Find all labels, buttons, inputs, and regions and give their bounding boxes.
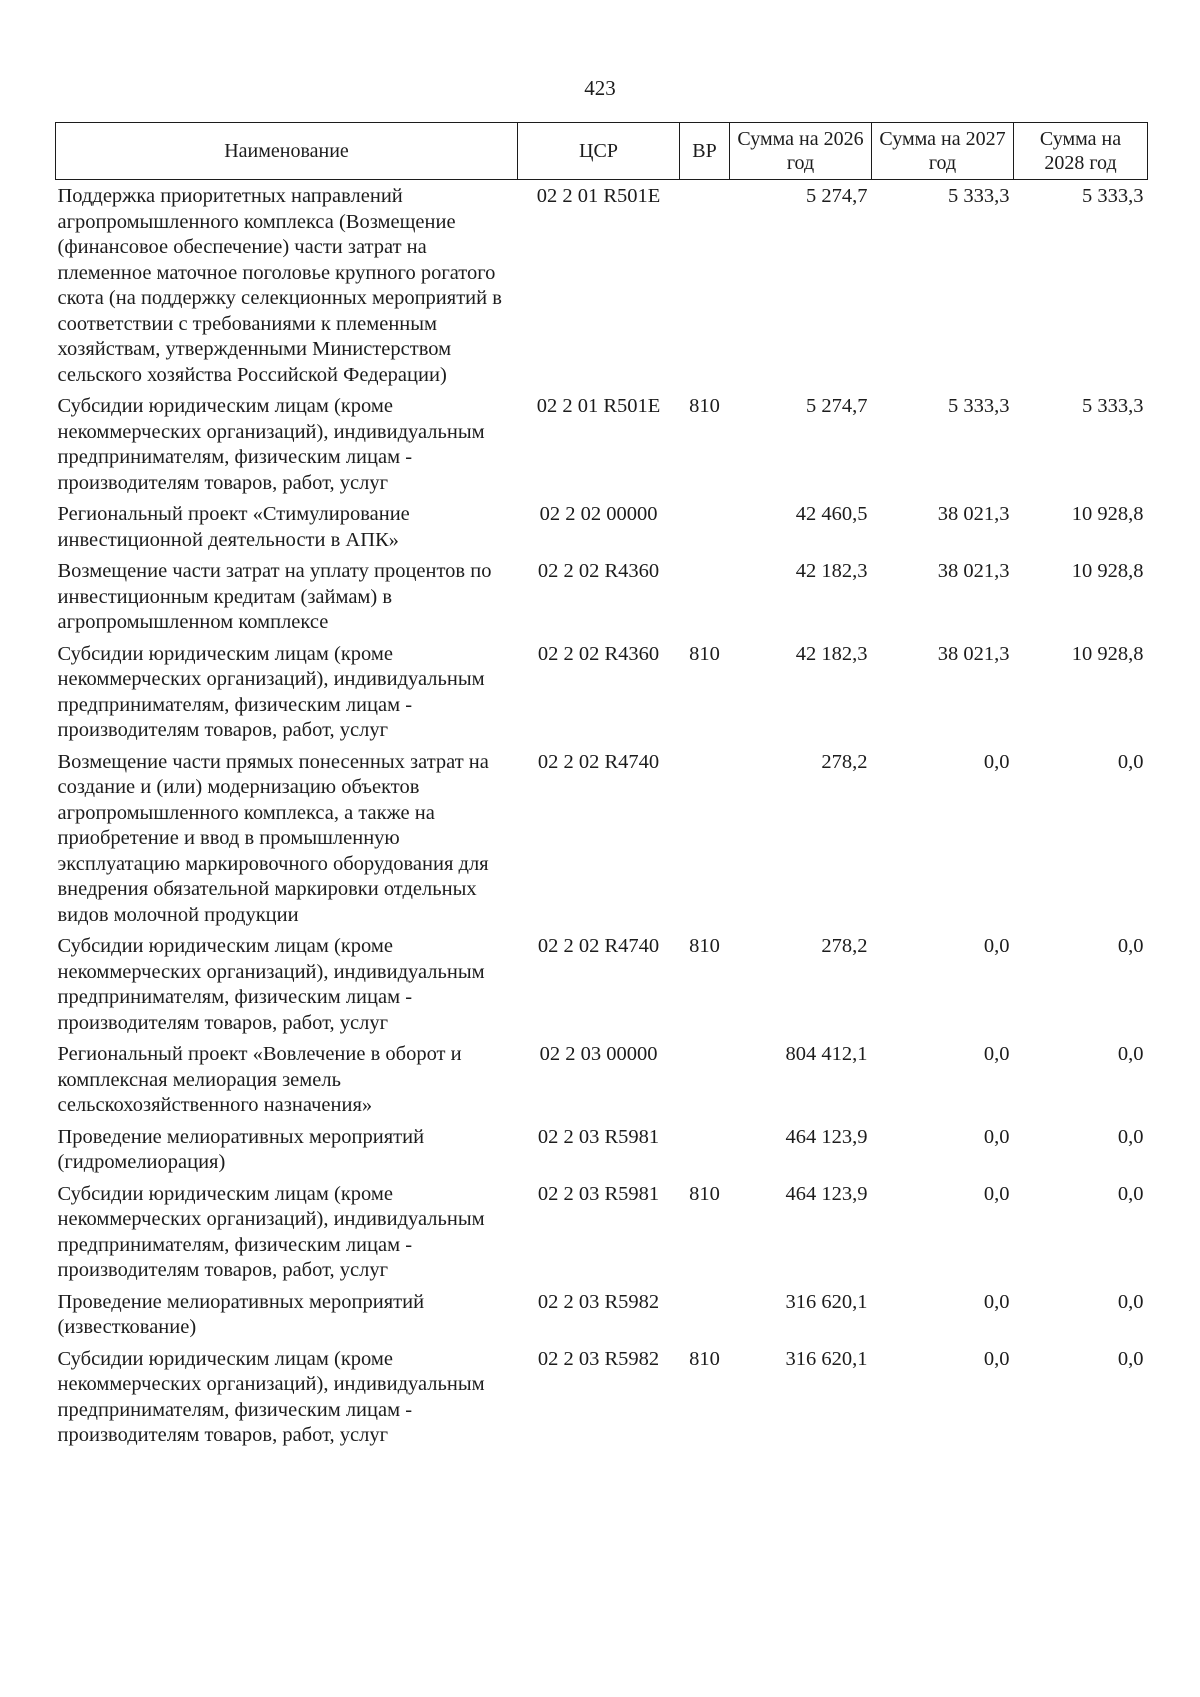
- budget-table: [55, 122, 1148, 1455]
- row-sum-2028: 0,0: [1117, 935, 1144, 957]
- row-vr: 810: [689, 642, 720, 665]
- page-number: 423: [584, 76, 616, 100]
- header-sum-2028: Сумма на 2028 год: [1014, 123, 1148, 180]
- row-csr: 02 2 03 R5981: [537, 1125, 660, 1148]
- table-row: [56, 1290, 1148, 1347]
- row-sum-2028: 0,0: [1117, 1290, 1144, 1313]
- row-sum-2027: 5 333,3: [948, 185, 1010, 207]
- table-row: [56, 934, 1148, 1042]
- row-vr: [680, 559, 730, 642]
- table-row: [56, 502, 1148, 559]
- row-sum-2028: 5 333,3: [1082, 185, 1144, 207]
- row-sum-2026: 316 620,1: [785, 1347, 868, 1370]
- row-sum-2028: 5 333,3: [1082, 395, 1144, 417]
- row-sum-2028: 0,0: [1117, 1043, 1144, 1065]
- row-sum-2027: 38 021,3: [937, 642, 1010, 665]
- row-csr: 02 2 03 00000: [539, 1043, 658, 1065]
- row-csr: 02 2 03 R5982: [537, 1347, 660, 1370]
- row-sum-2028: 10 928,8: [1071, 642, 1144, 665]
- row-vr: [680, 180, 730, 395]
- row-name: Проведение мелиоративных мероприятий (известкование): [57, 1290, 425, 1338]
- row-vr: [680, 750, 730, 935]
- row-name: Проведение мелиоративных мероприятий (гидромелиорация): [57, 1125, 425, 1173]
- row-sum-2026: 42 182,3: [795, 560, 868, 582]
- row-sum-2026: 42 460,5: [795, 503, 868, 525]
- row-sum-2027: 0,0: [983, 1125, 1010, 1148]
- row-vr: [680, 1125, 730, 1182]
- row-sum-2026: 278,2: [821, 935, 868, 957]
- row-name: Субсидии юридическим лицам (кроме некоммерческих организаций), индивидуальным предпринимателям, физическим лицам - производителям товаров, работ, услуг: [57, 395, 485, 494]
- row-sum-2028: 0,0: [1117, 1182, 1144, 1205]
- row-sum-2026: 316 620,1: [785, 1290, 868, 1313]
- header-row: [56, 123, 1148, 180]
- row-csr: 02 2 02 R4360: [537, 560, 660, 582]
- table-row: [56, 1347, 1148, 1455]
- row-csr: 02 2 02 R4740: [537, 935, 660, 957]
- row-name: Субсидии юридическим лицам (кроме некоммерческих организаций), индивидуальным предпринимателям, физическим лицам - производителям товаров, работ, услуг: [57, 1347, 485, 1446]
- row-sum-2026: 5 274,7: [806, 185, 868, 207]
- row-sum-2027: 0,0: [983, 1347, 1010, 1370]
- row-sum-2027: 0,0: [983, 1290, 1010, 1313]
- row-sum-2026: 42 182,3: [795, 642, 868, 665]
- row-sum-2028: 10 928,8: [1071, 560, 1144, 582]
- row-sum-2028: 10 928,8: [1071, 503, 1144, 525]
- row-sum-2026: 804 412,1: [785, 1043, 868, 1065]
- row-sum-2026: 464 123,9: [785, 1182, 868, 1205]
- table-row: [56, 394, 1148, 502]
- row-sum-2027: 0,0: [983, 935, 1010, 957]
- row-vr: 810: [689, 1347, 720, 1370]
- row-name: Возмещение части затрат на уплату процентов по инвестиционным кредитам (займам) в агропромышленном комплексе: [57, 560, 492, 633]
- table-row: [56, 559, 1148, 642]
- row-sum-2026: 464 123,9: [785, 1125, 868, 1148]
- row-sum-2027: 5 333,3: [948, 395, 1010, 417]
- row-csr: 02 2 02 R4360: [537, 642, 660, 665]
- row-vr: 810: [689, 935, 720, 957]
- row-sum-2026: 278,2: [821, 750, 868, 773]
- table-body: [56, 180, 1148, 1455]
- row-sum-2028: 0,0: [1117, 1125, 1144, 1148]
- row-csr: 02 2 01 R501E: [536, 185, 661, 207]
- row-vr: [680, 502, 730, 559]
- table-row: [56, 1042, 1148, 1125]
- row-sum-2028: 0,0: [1117, 1347, 1144, 1370]
- table-row: [56, 642, 1148, 750]
- row-name: Возмещение части прямых понесенных затрат на создание и (или) модернизацию объектов агропромышленного комплекса, а также на приобретение и ввод в промышленную эксплуатацию маркировочного оборудования для внедрения обязательной маркировки отдельных видов молочной продукции: [57, 750, 489, 926]
- row-sum-2027: 0,0: [983, 750, 1010, 773]
- row-sum-2027: 38 021,3: [937, 503, 1010, 525]
- row-sum-2027: 38 021,3: [937, 560, 1010, 582]
- row-csr: 02 2 03 R5981: [537, 1182, 660, 1205]
- header-vr: ВР: [680, 123, 730, 180]
- row-sum-2027: 0,0: [983, 1182, 1010, 1205]
- row-name: Поддержка приоритетных направлений агропромышленного комплекса (Возмещение (финансовое обеспечение) части затрат на племенное маточное поголовье крупного рогатого скота (на поддержку селекционных мероприятий в соответствии с требованиями к племенным хозяйствам, утвержденными Министерством сельского хозяйства Российской Федерации): [57, 185, 502, 386]
- row-sum-2026: 5 274,7: [806, 395, 868, 417]
- row-vr: 810: [689, 1182, 720, 1205]
- row-name: Субсидии юридическим лицам (кроме некоммерческих организаций), индивидуальным предпринимателям, физическим лицам - производителям товаров, работ, услуг: [57, 935, 485, 1034]
- table-row: [56, 1125, 1148, 1182]
- header-name: Наименование: [56, 123, 518, 180]
- row-sum-2027: 0,0: [983, 1043, 1010, 1065]
- row-name: Субсидии юридическим лицам (кроме некоммерческих организаций), индивидуальным предпринимателям, физическим лицам - производителям товаров, работ, услуг: [57, 642, 485, 741]
- table-row: [56, 180, 1148, 395]
- row-vr: [680, 1290, 730, 1347]
- row-vr: 810: [689, 395, 720, 417]
- row-name: Субсидии юридическим лицам (кроме некоммерческих организаций), индивидуальным предпринимателям, физическим лицам - производителям товаров, работ, услуг: [57, 1182, 485, 1281]
- row-csr: 02 2 03 R5982: [537, 1290, 660, 1313]
- header-sum-2026: Сумма на 2026 год: [730, 123, 872, 180]
- row-csr: 02 2 01 R501E: [536, 395, 661, 417]
- row-sum-2028: 0,0: [1117, 750, 1144, 773]
- header-csr: ЦСР: [518, 123, 680, 180]
- row-vr: [680, 1042, 730, 1125]
- row-name: Региональный проект «Стимулирование инвестиционной деятельности в АПК»: [57, 503, 410, 551]
- row-csr: 02 2 02 00000: [539, 503, 658, 525]
- row-name: Региональный проект «Вовлечение в оборот и комплексная мелиорация земель сельскохозяйственного назначения»: [57, 1043, 462, 1116]
- header-sum-2027: Сумма на 2027 год: [872, 123, 1014, 180]
- row-csr: 02 2 02 R4740: [537, 750, 660, 773]
- table-row: [56, 1182, 1148, 1290]
- table-row: [56, 750, 1148, 935]
- table-header: [56, 123, 1148, 180]
